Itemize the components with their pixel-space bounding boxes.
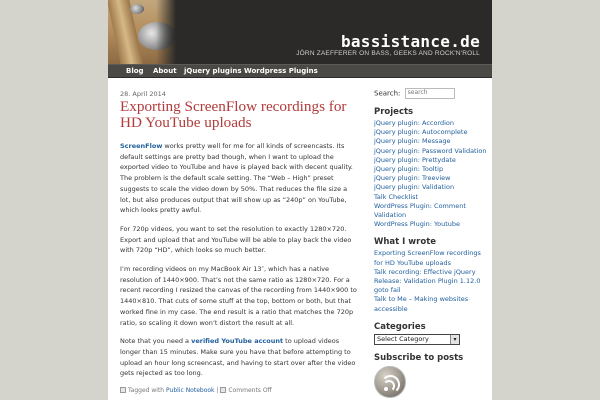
post-paragraph: For 720p videos, you want to set the resolution to exactly 1280×720. Export and upload that and YouTube will be able to play back the video with 720p “HD”, which looks so much better. [120, 224, 352, 255]
project-link[interactable]: jQuery plugin: Validation [374, 183, 455, 192]
categories-heading: Categories [374, 321, 426, 332]
recent-post-link[interactable]: Exporting ScreenFlow recordings for HD YouTube uploads [374, 249, 481, 267]
recent-post-link[interactable]: Talk to Me – Making websites accessible [374, 295, 469, 313]
verified-youtube-link[interactable]: verified YouTube account [191, 337, 284, 346]
category-select[interactable] [374, 334, 460, 345]
projects-heading: Projects [374, 107, 414, 117]
nav-item-blog[interactable]: Blog [126, 67, 144, 75]
post-paragraph [120, 336, 358, 379]
project-link[interactable]: jQuery plugin: Message [374, 137, 451, 146]
recent-post-link[interactable]: Release: Validation Plugin 1.12.0 goto fail [374, 277, 481, 295]
what-i-wrote-heading: What I wrote [374, 237, 437, 248]
post-text: works pretty well for me for all kinds of screencasts. Its default settings are pretty bad though, when I want to upload the exported video to YouTube and have is played back with decent quality. The problem is the default scale setting. The “Web – High” preset suggests to scale the video down by 50%. That reduces the file size a lot, but also produces output that will show up as “240p” on YouTube, which looks pretty awful. [120, 142, 353, 215]
tag-link-public-notebook[interactable]: Public Notebook [166, 387, 215, 395]
sidebar [374, 88, 490, 398]
recent-post-link[interactable]: Talk recording: Effective jQuery [374, 267, 476, 276]
search-row [374, 88, 490, 99]
main-nav [108, 64, 492, 78]
project-link[interactable]: Talk Checklist [374, 192, 419, 201]
meta-separator: | [216, 387, 219, 395]
post-text: Note that you need a [120, 337, 192, 346]
post-text: to upload videos longer than 15 minutes. Make sure you have that before attempting to upload an hour long screencast, and having to start over after the video gets rejected as too long. [120, 337, 356, 378]
post-title[interactable]: Exporting ScreenFlow recordings for HD YouTube uploads [120, 98, 347, 131]
post-meta [120, 387, 358, 394]
post-paragraph: I’m recording videos on my MacBook Air 13″, which has a native resolution of 1440×900. That’s not the same ratio as 1280×720. For a recent recording I resized the canvas of the recording from 1440×900 to 1440×810. That cuts of some stuff at the top, bottom or both, but that worked fine in my case. The end result is a ratio that matches the 720p ratio, so scaling it down won’t distort the result at all. [120, 265, 357, 327]
comment-icon [220, 387, 226, 393]
meta-tagged-label: Tagged with [128, 387, 165, 395]
nav-item-jquery-plugins[interactable]: jQuery plugins [184, 67, 242, 75]
nav-item-wordpress-plugins[interactable]: Wordpress Plugins [244, 67, 318, 75]
comments-status: Comments Off [228, 387, 272, 395]
chevron-down-icon: ▾ [450, 335, 459, 344]
main-content [120, 90, 358, 394]
page-wrapper [108, 0, 492, 400]
recent-posts-list [374, 249, 490, 313]
post-paragraph [120, 141, 358, 216]
search-input[interactable]: search [405, 88, 455, 99]
bass-header-image [108, 0, 176, 64]
site-description: JÖRN ZAEFFERER ON BASS, GEEKS AND ROCK'N'ROLL [296, 50, 480, 57]
rss-icon[interactable] [374, 366, 406, 398]
projects-list [374, 119, 490, 229]
nav-item-about[interactable]: About [153, 67, 177, 75]
subscribe-heading: Subscribe to posts [374, 352, 464, 363]
project-link[interactable]: jQuery plugin: Prettydate [374, 155, 456, 164]
post-body [120, 141, 358, 379]
project-link[interactable]: jQuery plugin: Accordion [374, 119, 455, 127]
project-link[interactable]: WordPress Plugin: Youtube [374, 220, 461, 229]
project-link[interactable]: WordPress Plugin: Comment Validation [374, 201, 466, 220]
project-link[interactable]: jQuery plugin: Treeview [374, 174, 451, 183]
search-label: Search: [374, 89, 401, 98]
tag-icon [120, 387, 126, 393]
post-date: 28. April 2014 [120, 90, 166, 98]
project-link[interactable]: jQuery plugin: Tooltip [374, 165, 444, 174]
category-select-value: Select Category [377, 334, 429, 343]
site-title[interactable]: bassistance.de [340, 32, 480, 51]
site-header [108, 0, 492, 64]
project-link[interactable]: jQuery plugin: Autocomplete [374, 128, 468, 137]
screenflow-link[interactable]: ScreenFlow [120, 142, 163, 150]
project-link[interactable]: jQuery plugin: Password Validation [374, 146, 487, 155]
